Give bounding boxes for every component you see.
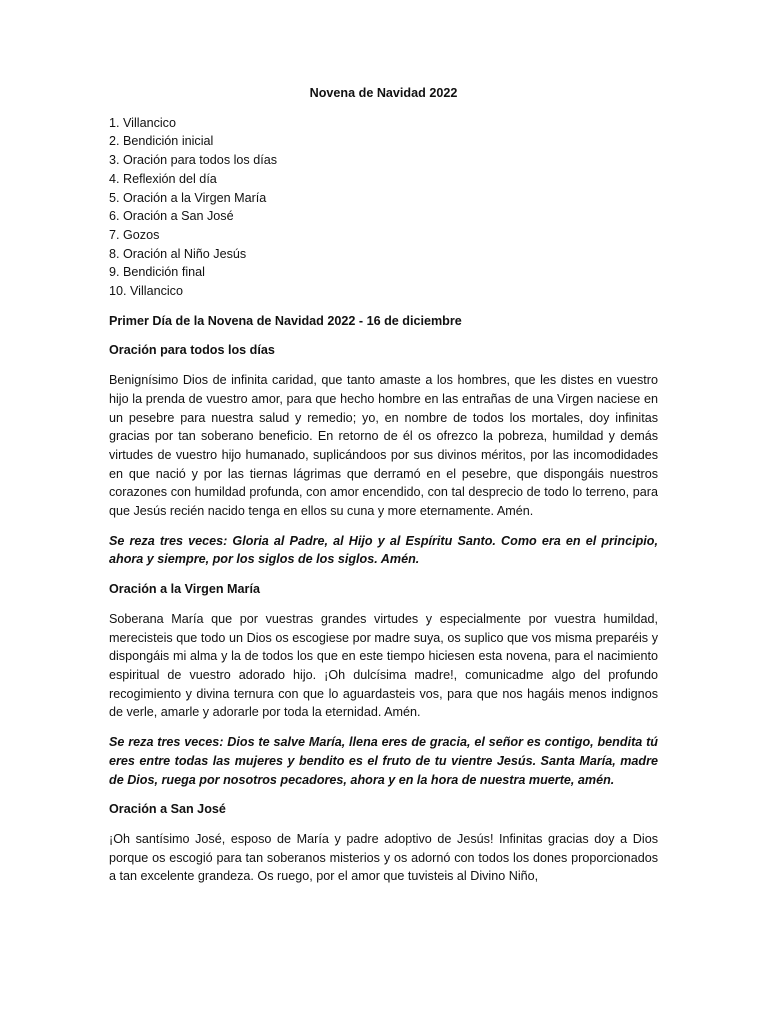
toc-item: 8. Oración al Niño Jesús [109,246,247,261]
prayer-note-gloria: Se reza tres veces: Gloria al Padre, al Hijo y al Espíritu Santo. Como era en el principio, ahora y siempre, por los siglos de los siglos. Amén. [109,533,658,567]
section-body-san-jose: ¡Oh santísimo José, esposo de María y padre adoptivo de Jesús! Infinitas gracias doy a Dios porque os escogió para tan soberanos misterios y os adornó con todos los dones proporcionados a tan excelente grandeza. Os ruego, por el amor que tuvisteis al Divino Niño, [109,831,658,884]
section-heading-san-jose: Oración a San José [109,802,226,817]
toc-item: 2. Bendición inicial [109,134,214,149]
section-heading-virgen-maria: Oración a la Virgen María [109,582,260,597]
toc-item: 1. Villancico [109,115,176,130]
toc-item: 5. Oración a la Virgen María [109,190,267,205]
document-page [109,84,658,897]
section-heading-oracion-todos: Oración para todos los días [109,343,275,358]
toc-item: 6. Oración a San José [109,209,234,224]
document-title: Novena de Navidad 2022 [309,86,458,100]
section-body-virgen-maria: Soberana María que por vuestras grandes virtudes y especialmente por vuestra humildad, merecisteis que todo un Dios os escogiese por madre suya, os suplico que vos misma preparéis y dispongáis mi alma y la de todos los que en este tiempo hiciesen esta novena, para el nacimiento espiritual de vuestro adorado hijo. ¡Oh dulcísima madre!, comunicadme algo del profundo recogimiento y divina ternura con que lo aguardasteis vos, para que nos hagáis menos indignos de verle, amarle y adorarle por toda la eternidad. Amén. [109,611,658,720]
toc-item: 4. Reflexión del día [109,171,217,186]
toc-item: 3. Oración para todos los días [109,153,278,168]
toc-item: 7. Gozos [109,227,160,242]
toc-item: 9. Bendición final [109,265,205,280]
section-body-oracion-todos: Benignísimo Dios de infinita caridad, que tanto amaste a los hombres, que les distes en vuestro hijo la prenda de vuestro amor, para que hecho hombre en las entrañas de una Virgen naciese en un pesebre para nuestra salud y remedio; yo, en nombre de todos los mortales, doy infinitas gracias por tan soberano beneficio. En retorno de él os ofrezco la pobreza, humildad y demás virtudes de vuestro hijo humanado, suplicándoos por sus divinos méritos, por las incomodidades en que nació y por las tiernas lágrimas que derramó en el pesebre, que dispongáis nuestros corazones con humildad profunda, con amor encendido, con tal desprecio de todo lo terreno, para que Jesús recién nacido tenga en ellos su cuna y more eternamente. Amén. [109,373,658,519]
prayer-note-ave-maria: Se reza tres veces: Dios te salve María, llena eres de gracia, el señor es contigo, bendita tú eres entre todas las mujeres y bendito es el fruto de tu vientre Jesús. Santa María, madre de Dios, ruega por nosotros pecadores, ahora y en la hora de nuestra muerte, amén. [109,735,658,787]
table-of-contents [109,114,658,301]
day-heading: Primer Día de la Novena de Navidad 2022 - 16 de diciembre [109,313,462,328]
toc-item: 10. Villancico [109,284,183,299]
